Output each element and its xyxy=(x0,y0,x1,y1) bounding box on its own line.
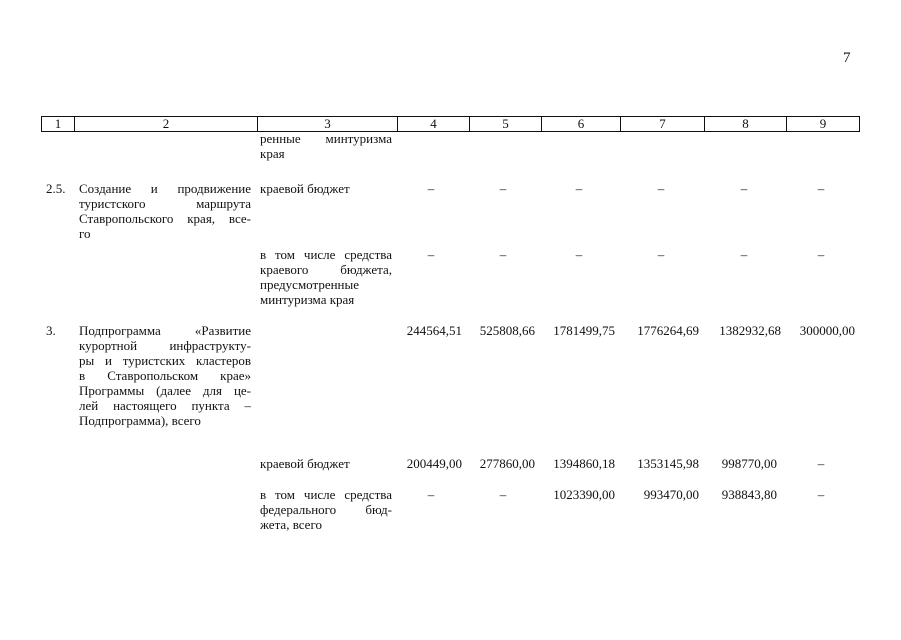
row-2-5-f2-col7: – xyxy=(657,247,665,262)
label-line: краевой бюджет xyxy=(260,181,350,196)
label-line: краевой бюджет xyxy=(260,456,350,471)
row-3-f1-col4: 200449,00 xyxy=(406,456,462,471)
row-3-f1-col7: 1353145,98 xyxy=(637,456,699,471)
column-header-8: 8 xyxy=(705,117,787,132)
row-2-5-f2-col8: – xyxy=(740,247,748,262)
row-2-5-f2-col4: – xyxy=(427,247,435,262)
column-header-row xyxy=(41,116,860,132)
row-3-total-col5: 525808,66 xyxy=(479,323,535,338)
row-3-funding-1-label xyxy=(260,456,392,471)
row-3-f2-col4: – xyxy=(427,487,435,502)
name-line: Программы (далее для це- xyxy=(79,383,251,398)
row-2-5-f1-col8: – xyxy=(740,181,748,196)
name-line: Подпрограмма «Развитие xyxy=(79,323,251,338)
row-3-f2-col5: – xyxy=(499,487,507,502)
row-3-f2-col6: 1023390,00 xyxy=(553,487,615,502)
label-line: в том числе средства xyxy=(260,487,392,502)
row-3-total-col8: 1382932,68 xyxy=(719,323,781,338)
name-line: го xyxy=(79,226,91,241)
row-2-5-name xyxy=(79,181,251,241)
label-line: минтуризма края xyxy=(260,292,355,307)
column-header-1: 1 xyxy=(42,117,75,132)
row-3-f1-col5: 277860,00 xyxy=(479,456,535,471)
name-line: Ставропольского края, все- xyxy=(79,211,251,226)
row-3-name xyxy=(79,323,251,428)
name-line: курортной инфраструкту- xyxy=(79,338,251,353)
row-2-5-f1-col7: – xyxy=(657,181,665,196)
row-2-5-f1-col6: – xyxy=(575,181,583,196)
row-2-5-f2-col9: – xyxy=(817,247,825,262)
column-header-3: 3 xyxy=(258,117,398,132)
column-header-2: 2 xyxy=(75,117,258,132)
label-line: в том числе средства xyxy=(260,247,392,262)
row-3-total-col9: 300000,00 xyxy=(799,323,855,338)
row-3-f1-col8: 998770,00 xyxy=(721,456,777,471)
label-line: федерального бюд- xyxy=(260,502,392,517)
row-2-5-f1-col9: – xyxy=(817,181,825,196)
column-header-9: 9 xyxy=(787,117,860,132)
row-3-f2-col9: – xyxy=(817,487,825,502)
column-header-7: 7 xyxy=(621,117,705,132)
row-2-5-number: 2.5. xyxy=(46,181,66,196)
continuation-line: ренные минтуризма xyxy=(260,131,392,146)
row-3-total-col4: 244564,51 xyxy=(406,323,462,338)
name-line: туристского маршрута xyxy=(79,196,251,211)
row-3-total-col6: 1781499,75 xyxy=(553,323,615,338)
row-3-f1-col6: 1394860,18 xyxy=(553,456,615,471)
row-3-funding-2-label xyxy=(260,487,392,532)
name-line: ры и туристских кластеров xyxy=(79,353,251,368)
row-3-total-col7: 1776264,69 xyxy=(637,323,699,338)
name-line: Создание и продвижение xyxy=(79,181,251,196)
label-line: предусмотренные xyxy=(260,277,360,292)
row-3-f2-col8: 938843,80 xyxy=(721,487,777,502)
column-header-4: 4 xyxy=(398,117,470,132)
name-line: в Ставропольском крае» xyxy=(79,368,251,383)
name-line: Подпрограмма), всего xyxy=(79,413,201,428)
page-number: 7 xyxy=(843,50,851,66)
row-3-f2-col7: 993470,00 xyxy=(643,487,699,502)
row-2-5-f2-col6: – xyxy=(575,247,583,262)
name-line: лей настоящего пункта – xyxy=(79,398,251,413)
label-line: жета, всего xyxy=(260,517,322,532)
row-3-number: 3. xyxy=(46,323,56,338)
column-header-6: 6 xyxy=(542,117,621,132)
row-2-5-funding-2-label xyxy=(260,247,392,307)
label-line: краевого бюджета, xyxy=(260,262,392,277)
row-2-5-funding-1-label xyxy=(260,181,392,196)
continuation-line: края xyxy=(260,146,285,161)
row-2-5-f1-col5: – xyxy=(499,181,507,196)
column-header-5: 5 xyxy=(470,117,542,132)
row-2-5-f2-col5: – xyxy=(499,247,507,262)
row-2-5-f1-col4: – xyxy=(427,181,435,196)
continuation-text xyxy=(260,131,392,161)
row-3-f1-col9: – xyxy=(817,456,825,471)
